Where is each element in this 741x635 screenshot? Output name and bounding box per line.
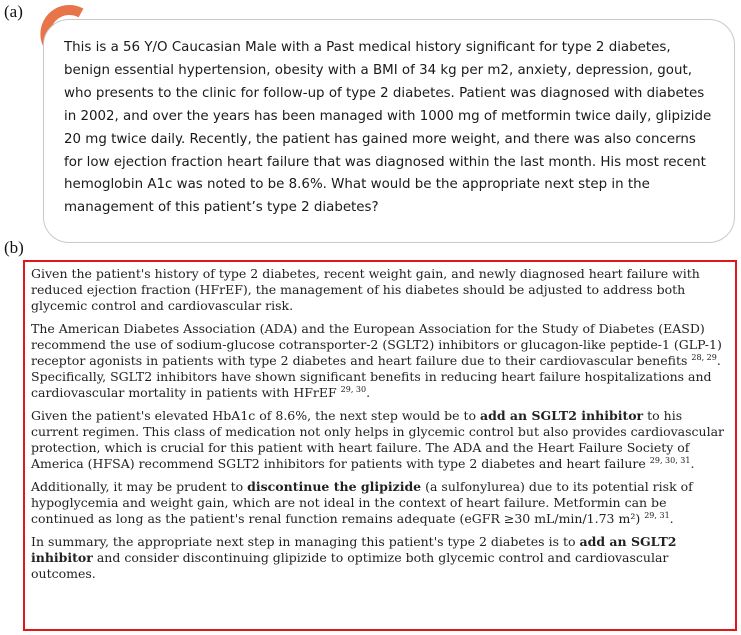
prompt-bubble xyxy=(43,19,735,243)
p4-text-2: (a sulfonylurea) due to its potential risk of hypoglycemia and weight gain, which are not ideal in the context of heart failure. Metformin can be continued as long as the patient's renal function remains adequate (eGFR ≥30 mL/min/1.73 m²) xyxy=(31,479,693,526)
citation: 29, 31 xyxy=(644,510,670,520)
answer-paragraph-5 xyxy=(31,534,731,582)
citation: 28, 29 xyxy=(691,352,717,362)
p4-end: . xyxy=(669,511,674,526)
p5-emphasis: add an SGLT2 inhibitor xyxy=(31,534,677,565)
answer-frame xyxy=(23,260,737,631)
p4-emphasis: discontinue the glipizide xyxy=(247,479,422,494)
p2-end: . xyxy=(366,385,371,400)
panel-label-a: (a) xyxy=(4,2,23,21)
p3-end: . xyxy=(690,456,695,471)
answer-paragraph-4 xyxy=(31,479,731,527)
answer-paragraph-3 xyxy=(31,408,731,472)
p3-text-2: to his current regimen. This class of medication not only helps in glycemic control but also provides cardiovascular protection, which is crucial for this patient with heart failure. The ADA and the Heart Failure Society of America (HFSA) recommend SGLT2 inhibitors for patients with type 2 diabetes and heart failure xyxy=(31,408,725,471)
answer-paragraph-1: Given the patient's history of type 2 diabetes, recent weight gain, and newly diagnosed heart failure with reduced ejection fraction (HFrEF), the management of his diabetes should be adjusted to address both glycemic control and cardiovascular risk. xyxy=(31,266,700,313)
p3-emphasis: add an SGLT2 inhibitor xyxy=(479,408,644,423)
citation: 29, 30, 31 xyxy=(649,455,691,465)
answer-text xyxy=(31,266,731,589)
p5-text-2: and consider discontinuing glipizide to optimize both glycemic control and cardiovascular outcomes. xyxy=(31,550,669,581)
prompt-text: This is a 56 Y/O Caucasian Male with a Past medical history significant for type 2 diabetes, benign essential hypertension, obesity with a BMI of 34 kg per m2, anxiety, depression, gout, who presents to the clinic for follow-up of type 2 diabetes. Patient was diagnosed with diabetes in 2002, and over the years has been managed with 1000 mg of metformin twice daily, glipizide 20 mg twice daily. Recently, the patient has gained more weight, and there was also concerns for low ejection fraction heart failure that was diagnosed within the last month. His most recent hemoglobin A1c was noted to be 8.6%. What would be the appropriate next step in the management of this patient’s type 2 diabetes? xyxy=(64,40,712,216)
citation: 29, 30 xyxy=(340,384,367,394)
p3-text-1: Given the patient's elevated HbA1c of 8.6%, the next step would be to xyxy=(31,408,476,423)
p2-text-2: . Specifically, SGLT2 inhibitors have shown significant benefits in reducing heart failure hospitalizations and cardiovascular mortality in patients with HFrEF xyxy=(31,353,721,400)
p2-text: The American Diabetes Association (ADA) and the European Association for the Study of Diabetes (EASD) recommend the use of sodium-glucose cotransporter-2 (SGLT2) inhibitors or glucagon-like peptide-1 (GLP-1) receptor agonists in patients with type 2 diabetes and heart failure due to their cardiovascular benefits xyxy=(31,321,722,368)
p5-text-1: In summary, the appropriate next step in managing this patient's type 2 diabetes is to xyxy=(31,534,576,549)
p4-text-1: Additionally, it may be prudent to xyxy=(31,479,244,494)
answer-paragraph-2 xyxy=(31,321,731,401)
panel-label-b: (b) xyxy=(4,238,24,257)
